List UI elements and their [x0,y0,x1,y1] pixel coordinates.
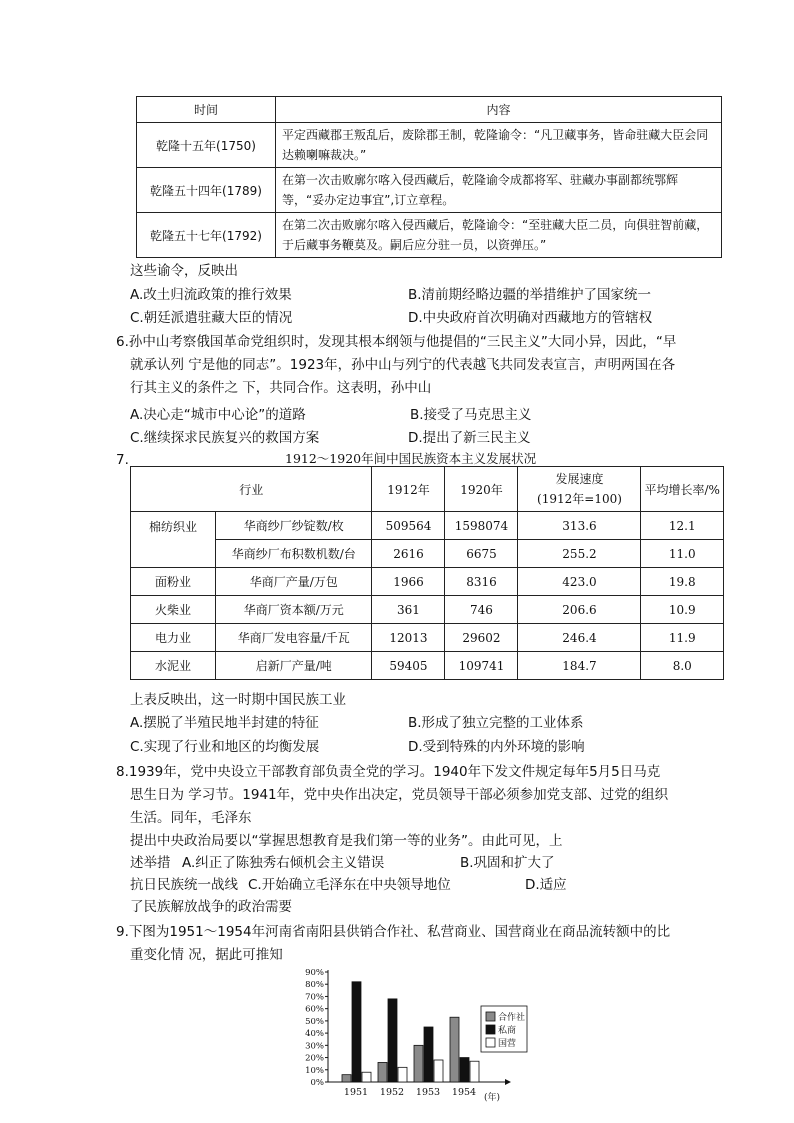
y-tick-label: 10% [305,1065,324,1076]
row-time: 乾隆十五年(1750) [137,123,276,168]
q6-option-c: C.继续探求民族复兴的救国方案 [130,430,320,446]
header-content: 内容 [276,97,722,123]
q9-line1: 9.下图为1951～1954年河南省南阳县供销合作社、私营商业、国营商业在商品流转额中的比 [116,924,671,940]
cell-rate: 12.1 [641,512,724,540]
table-row [131,512,724,540]
cell-1912: 509564 [372,512,445,540]
q8-option-b: B.巩固和扩大了 [460,855,555,871]
y-tick-label: 30% [305,1041,324,1052]
q8-line4: 提出中央政治局要以“掌握思想教育是我们第一等的业务”。由此可见，上 [130,833,563,849]
cell-1912: 361 [372,596,445,624]
cell-rate: 10.9 [641,596,724,624]
cell-1920: 746 [445,596,518,624]
q8-line5-prefix: 述举措 [130,855,171,871]
q6-option-a: A.决心走“城市中心论”的道路 [130,407,306,423]
q7-table-title: 1912～1920年间中国民族资本主义发展状况 [285,451,537,466]
q7-option-d: D.受到特殊的内外环境的影响 [408,739,585,755]
cell-industry: 水泥业 [131,652,216,680]
header-1920: 1920年 [445,467,518,512]
q5-option-d: D.中央政府首次明确对西藏地方的管辖权 [408,310,653,326]
cell-item: 华商厂产量/万包 [216,568,372,596]
cell-speed: 423.0 [518,568,641,596]
q8-line2: 思生日为 学习节。1941年，党中央作出决定，党员领导干部必须参加党支部、过党的组织 [130,787,669,803]
legend-label: 国营 [498,1039,517,1049]
cell-1920: 29602 [445,624,518,652]
bar-国营 [470,1061,479,1082]
table-row [137,213,722,258]
cell-speed: 255.2 [518,540,641,568]
cell-1912: 1966 [372,568,445,596]
header-speed [518,467,641,512]
cell-speed: 184.7 [518,652,641,680]
legend-label: 私商 [498,1026,517,1036]
cell-1920: 6675 [445,540,518,568]
q6-option-b: B.接受了马克思主义 [410,407,532,423]
cell-rate: 11.0 [641,540,724,568]
table-qianlong-edicts [136,96,722,258]
y-tick-label: 50% [305,1016,324,1027]
bar-合作社 [342,1075,351,1082]
row-content: 在第二次击败廓尔喀入侵西藏后，乾隆谕令：“至驻藏大臣二员，向俱驻智前藏，于后藏事务鞭莫及。嗣后应分驻一员，以资弹压。” [276,213,722,258]
y-tick-label: 20% [305,1053,324,1064]
bar-国营 [434,1060,443,1082]
table-row [131,540,724,568]
header-industry: 行业 [131,467,372,512]
header-speed-base: (1912年=100) [537,492,622,506]
cell-1920: 1598074 [445,512,518,540]
q8-option-c: C.开始确立毛泽东在中央领导地位 [248,877,451,893]
y-tick-label: 90% [305,968,324,978]
bar-私商 [388,999,397,1082]
q8-line1: 8.1939年，党中央设立干部教育部负责全党的学习。1940年下发文件规定每年5月5日马克 [116,764,661,780]
table-row [137,123,722,168]
cell-item: 华商厂发电容量/千瓦 [216,624,372,652]
q5-option-a: A.改土归流政策的推行效果 [130,287,292,303]
cell-speed: 246.4 [518,624,641,652]
q9-line2: 重变化情 况，据此可推知 [130,947,283,963]
x-tick-label: 1954 [451,1087,477,1098]
header-time: 时间 [137,97,276,123]
cell-industry: 电力业 [131,624,216,652]
x-tick-label: 1953 [415,1087,441,1098]
q6-option-d: D.提出了新三民主义 [408,430,531,446]
legend-swatch [486,1012,495,1021]
cell-rate: 19.8 [641,568,724,596]
x-axis-unit: (年) [484,1093,501,1103]
cell-rate: 8.0 [641,652,724,680]
cell-item: 华商纱厂布积数机数/台 [216,540,372,568]
cell-item: 华商厂资本额/万元 [216,596,372,624]
bar-合作社 [414,1045,423,1082]
y-tick-label: 80% [305,980,324,991]
header-speed-label: 发展速度 [555,472,604,486]
q8-line7: 了民族解放战争的政治需要 [130,899,292,915]
bar-私商 [460,1058,469,1082]
table-row [137,168,722,213]
bar-私商 [424,1027,433,1082]
cell-industry: 面粉业 [131,568,216,596]
x-tick-label: 1952 [379,1087,405,1098]
bar-国营 [362,1072,371,1082]
cell-1912: 2616 [372,540,445,568]
cell-speed: 313.6 [518,512,641,540]
bar-国营 [398,1067,407,1082]
q7-number: 7. [116,452,129,468]
bar-私商 [352,982,361,1082]
cell-item: 华商纱厂纱锭数/枚 [216,512,372,540]
cell-1912: 12013 [372,624,445,652]
cell-speed: 206.6 [518,596,641,624]
q8-line6-prefix: 抗日民族统一战线 [130,877,238,893]
q6-line2: 就承认列 宁是他的同志”。1923年，孙中山与列宁的代表越飞共同发表宣言，声明两国在各 [130,357,676,373]
row-content: 在第一次击败廓尔喀入侵西藏后，乾隆谕令成都将军、驻藏办事副都统鄂辉等，“妥办定边事宜”,订立章程。 [276,168,722,213]
legend-swatch [486,1038,495,1047]
table-row [131,624,724,652]
legend-swatch [486,1025,495,1034]
cell-1920: 109741 [445,652,518,680]
q5-option-b: B.清前期经略边疆的举措维护了国家统一 [408,287,652,303]
y-tick-label: 60% [305,1004,324,1015]
y-tick-label: 40% [305,1029,324,1040]
cell-rate: 11.9 [641,624,724,652]
q8-option-a: A.纠正了陈独秀右倾机会主义错误 [182,855,385,871]
q6-line1: 6.孙中山考察俄国革命党组织时，发现其根本纲领与他提倡的“三民主义”大同小异，因此，“早 [116,334,677,350]
bar-合作社 [450,1017,459,1082]
table-national-capital [130,466,724,680]
q8-option-d: D.适应 [525,877,567,893]
commerce-share-bar-chart [300,962,530,1112]
row-time: 乾隆五十七年(1792) [137,213,276,258]
cell-1920: 8316 [445,568,518,596]
cell-item: 启新厂产量/吨 [216,652,372,680]
q7-option-c: C.实现了行业和地区的均衡发展 [130,739,320,755]
x-tick-label: 1951 [343,1087,369,1098]
x-axis-arrow [505,1079,511,1085]
q8-line3: 生活。同年，毛泽东 [130,810,252,826]
table-row [131,652,724,680]
cell-industry: 火柴业 [131,596,216,624]
y-tick-label: 70% [305,992,324,1003]
q7-option-b: B.形成了独立完整的工业体系 [408,715,584,731]
cell-industry: 棉纺织业 [131,512,216,568]
bar-合作社 [378,1062,387,1082]
row-time: 乾隆五十四年(1789) [137,168,276,213]
q5-stem: 这些谕令，反映出 [130,263,238,279]
q7-stem: 上表反映出，这一时期中国民族工业 [130,692,346,708]
row-content: 平定西藏郡王叛乱后，废除郡王制，乾隆谕令：“凡卫藏事务，皆命驻藏大臣会同达赖喇嘛裁决。” [276,123,722,168]
header-rate: 平均增长率/% [641,467,724,512]
q6-line3: 行其主义的条件之 下，共同合作。这表明，孙中山 [130,380,432,396]
table-row [131,568,724,596]
legend-label: 合作社 [498,1013,526,1023]
y-tick-label: 0% [310,1078,324,1088]
cell-1912: 59405 [372,652,445,680]
q7-option-a: A.摆脱了半殖民地半封建的特征 [130,715,319,731]
header-1912: 1912年 [372,467,445,512]
table-row [131,596,724,624]
q5-option-c: C.朝廷派遣驻藏大臣的情况 [130,310,293,326]
